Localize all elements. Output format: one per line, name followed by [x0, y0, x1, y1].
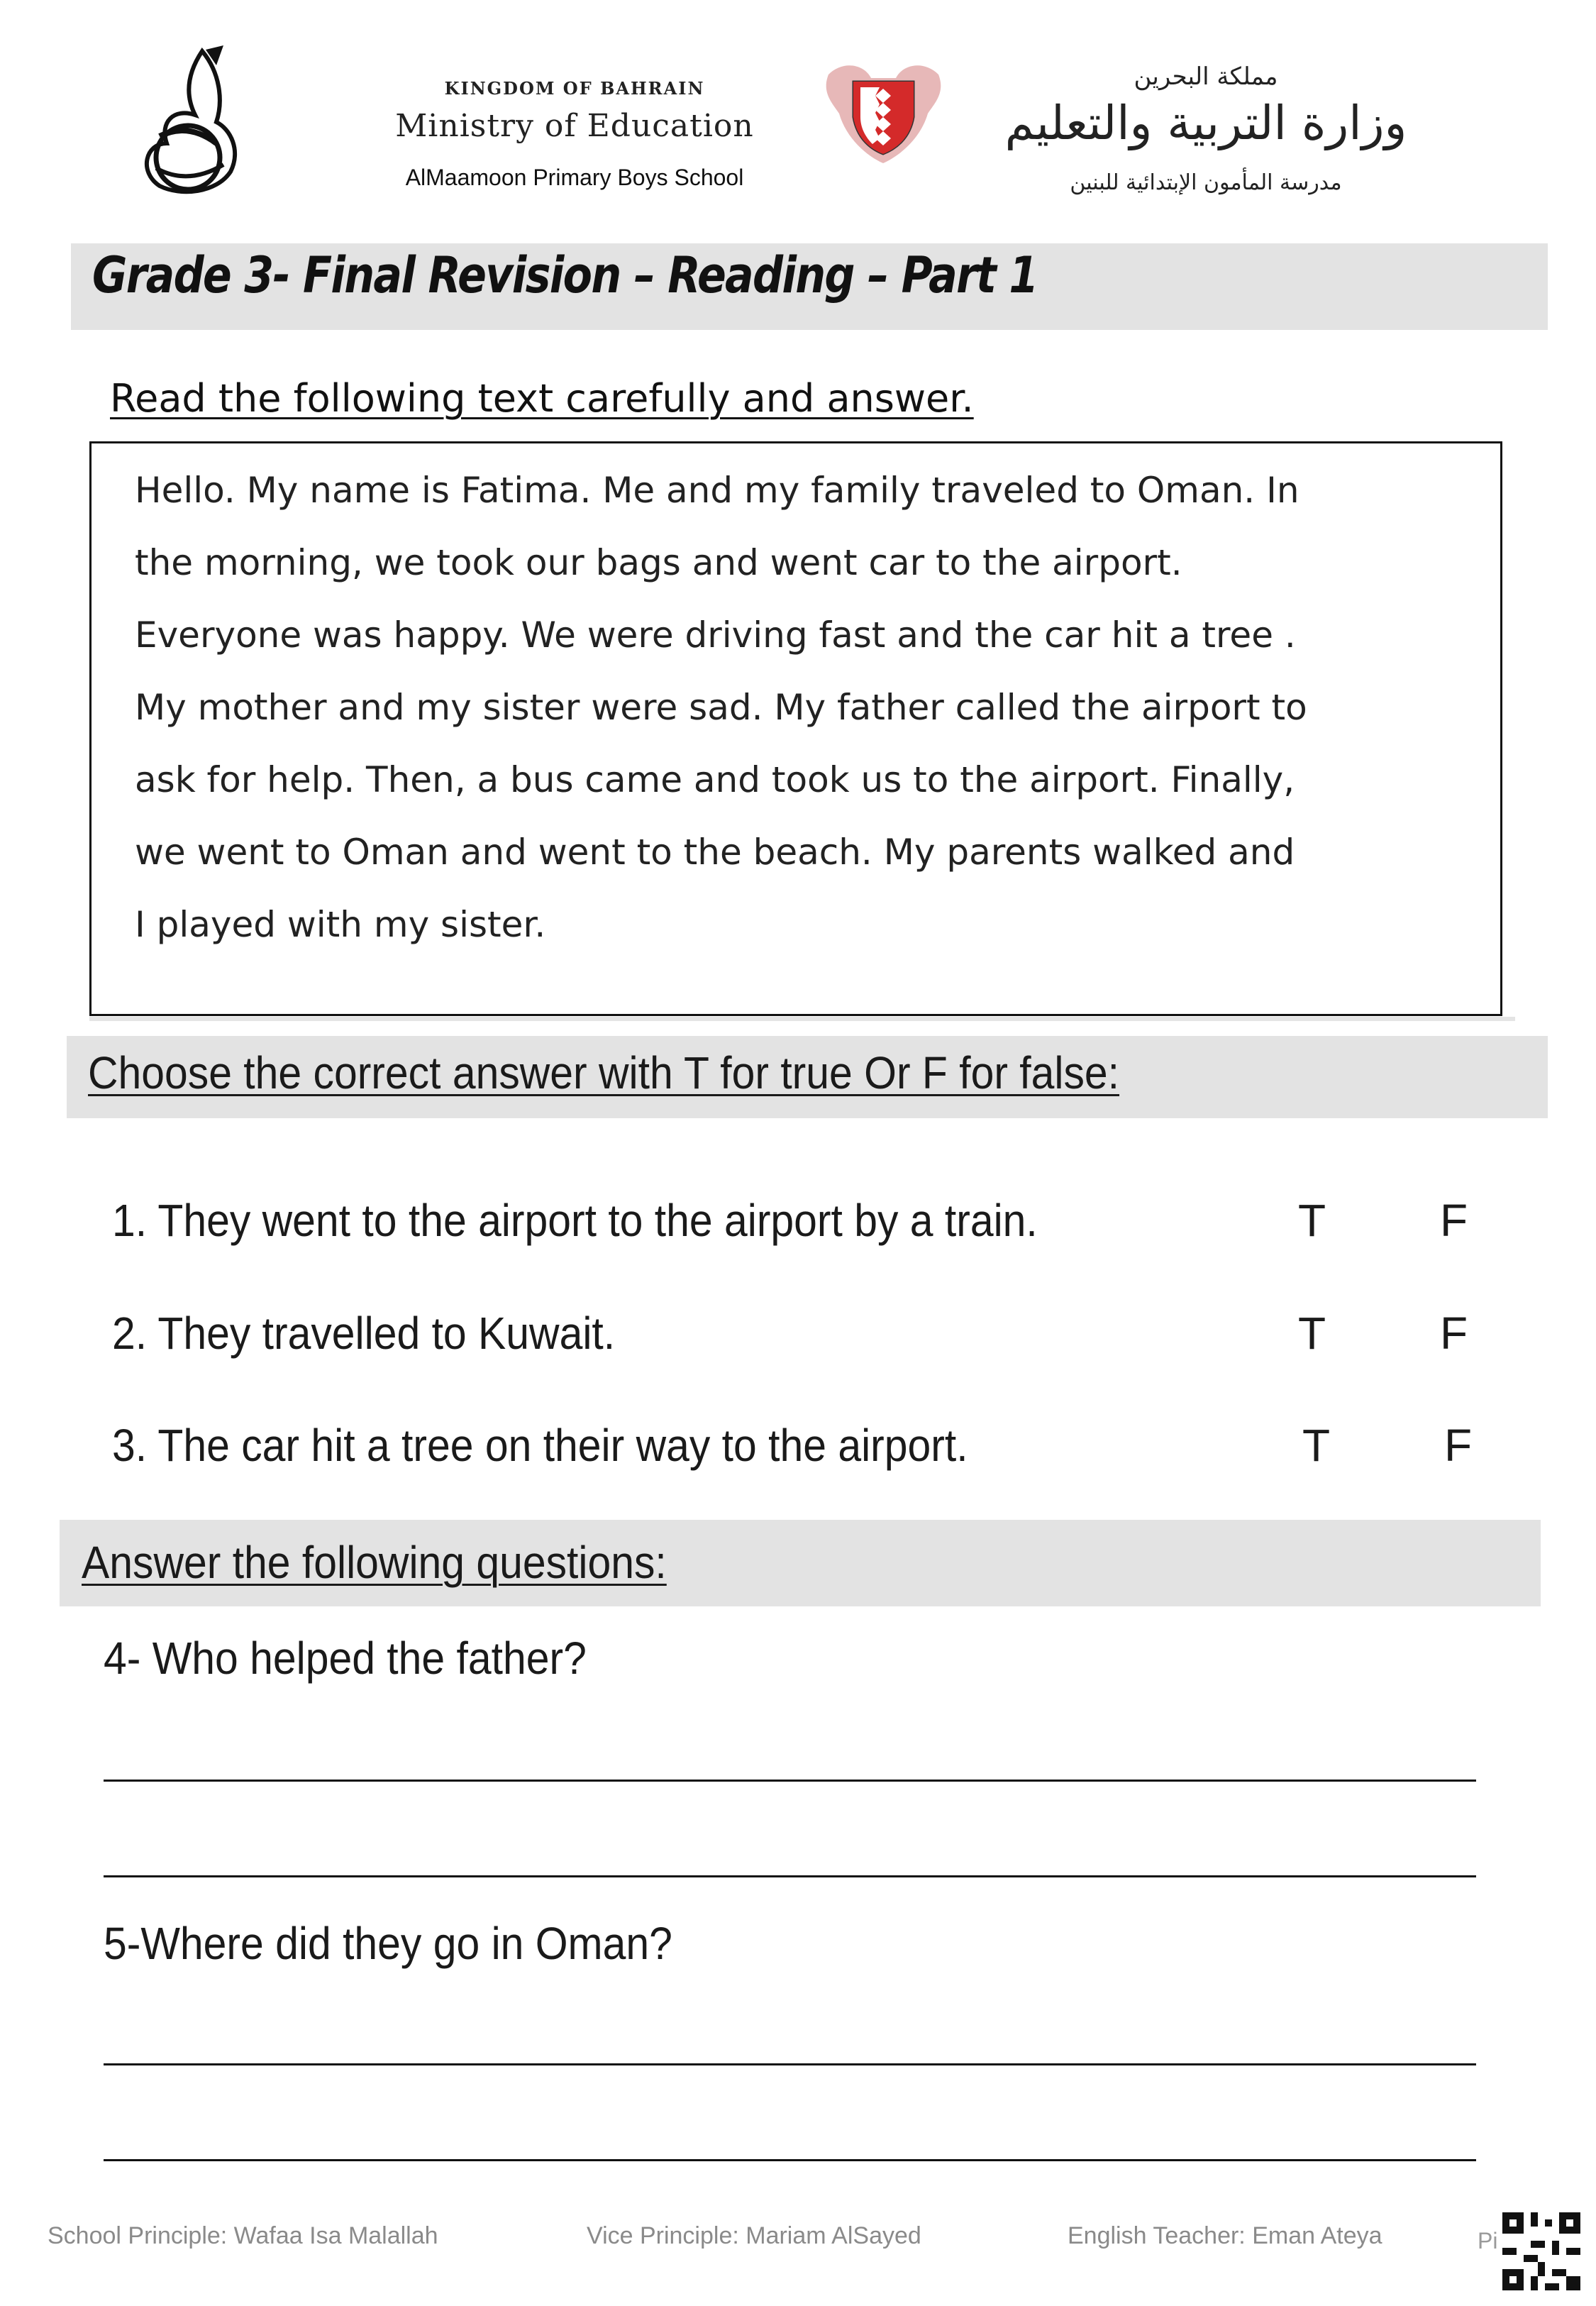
page-title: Grade 3- Final Revision – Reading – Part 1	[92, 246, 1038, 304]
answer-line-5b[interactable]	[104, 2159, 1476, 2161]
passage-line: the morning, we took our bags and went car to the airport.	[135, 542, 1182, 583]
footer-teacher: English Teacher: Eman Ateya	[1068, 2222, 1382, 2249]
school-logo	[117, 44, 259, 204]
answer-line-4b[interactable]	[104, 1875, 1476, 1877]
passage-line: I played with my sister.	[135, 904, 546, 945]
tf-question-2: 2. They travelled to Kuwait.	[112, 1308, 616, 1359]
true-false-heading: Choose the correct answer with T for true Or F for false:	[88, 1047, 1120, 1098]
answer-line-5a[interactable]	[104, 2063, 1476, 2065]
tf-option-true-3[interactable]: T	[1302, 1420, 1331, 1471]
footer-principal: School Principle: Wafaa Isa Malallah	[48, 2222, 438, 2249]
tf-question-3: 3. The car hit a tree on their way to the airport.	[112, 1420, 968, 1471]
tf-option-true-2[interactable]: T	[1298, 1308, 1326, 1359]
kingdom-ar: مملكة البحرين	[1134, 62, 1278, 91]
school-name-ar: مدرسة المأمون الإبتدائية للبنين	[1070, 170, 1342, 195]
school-name-en: AlMaamoon Primary Boys School	[405, 165, 744, 190]
question-5: 5-Where did they go in Oman?	[104, 1918, 672, 1969]
footer-cut-text: Pi	[1478, 2228, 1498, 2253]
question-4: 4- Who helped the father?	[104, 1633, 587, 1684]
passage-shadow	[89, 1017, 1515, 1021]
reading-passage	[135, 454, 1468, 961]
tf-question-1: 1. They went to the airport to the airport by a train.	[112, 1195, 1038, 1246]
bahrain-emblem	[821, 60, 946, 167]
passage-line: Everyone was happy. We were driving fast and the car hit a tree .	[135, 614, 1296, 656]
reading-instruction: Read the following text carefully and answer.	[110, 376, 974, 421]
passage-line: My mother and my sister were sad. My father called the airport to	[135, 687, 1307, 728]
passage-line: we went to Oman and went to the beach. My parents walked and	[135, 832, 1295, 873]
qr-code-icon	[1502, 2212, 1580, 2290]
kingdom-en: KINGDOM OF BAHRAIN	[444, 78, 705, 99]
passage-line: Hello. My name is Fatima. Me and my family traveled to Oman. In	[135, 470, 1299, 511]
answer-line-4a[interactable]	[104, 1780, 1476, 1782]
tf-option-false-1[interactable]: F	[1440, 1195, 1468, 1246]
ministry-en: Ministry of Education	[395, 108, 754, 144]
tf-option-false-3[interactable]: F	[1444, 1420, 1473, 1471]
tf-option-true-1[interactable]: T	[1298, 1195, 1326, 1246]
passage-line: ask for help. Then, a bus came and took us to the airport. Finally,	[135, 759, 1295, 800]
tf-option-false-2[interactable]: F	[1440, 1308, 1468, 1359]
questions-heading: Answer the following questions:	[82, 1537, 667, 1588]
footer-vice-principal: Vice Principle: Mariam AlSayed	[587, 2222, 921, 2249]
ministry-ar: وزارة التربية والتعليم	[1004, 96, 1407, 150]
